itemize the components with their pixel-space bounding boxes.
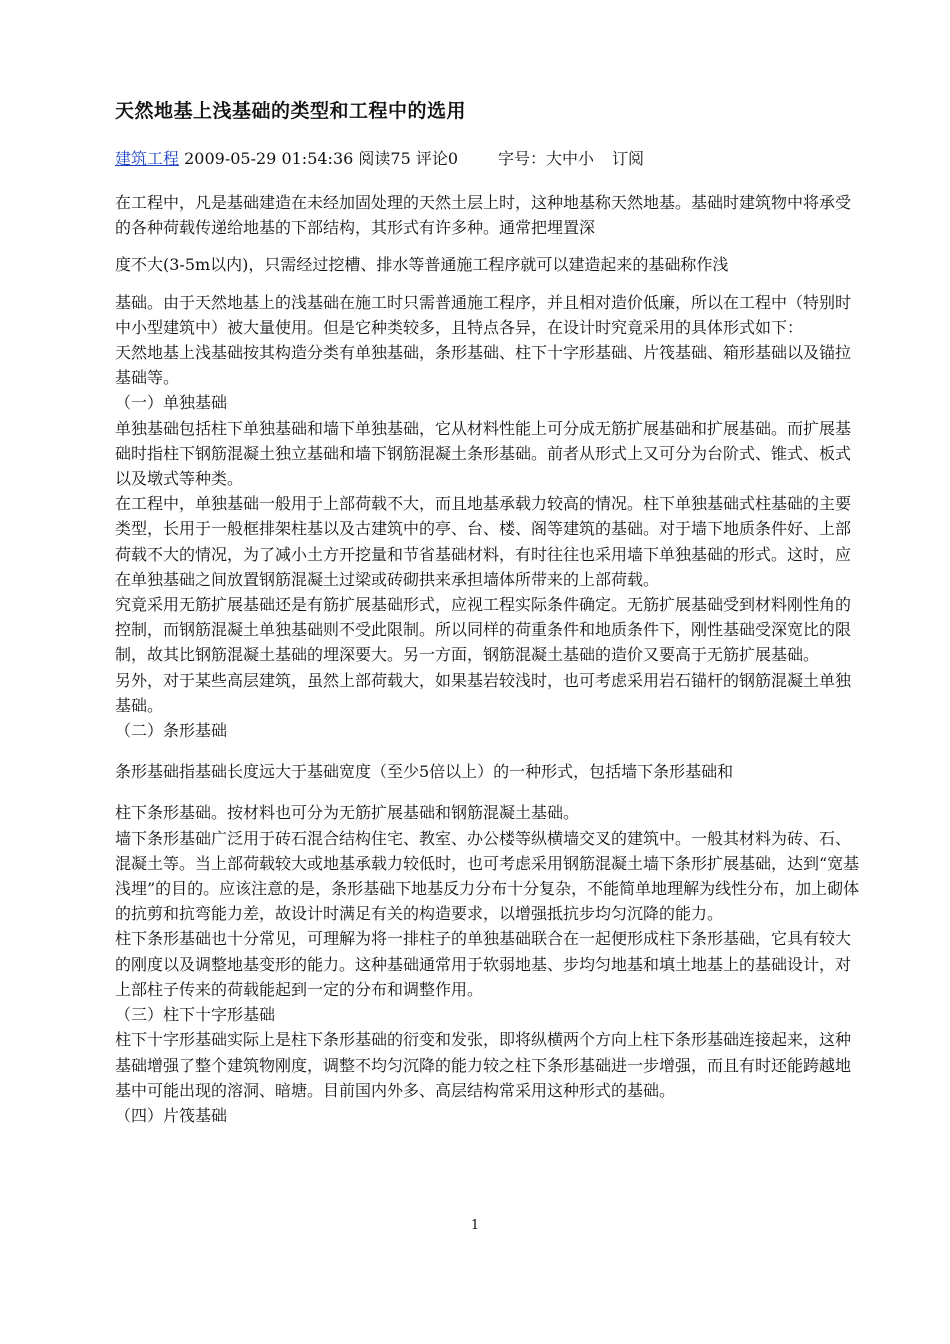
paragraph: 天然地基上浅基础按其构造分类有单独基础，条形基础、柱下十字形基础、片筏基础、箱形基础以及锚拉基础等。 xyxy=(115,343,852,388)
section-heading: （二）条形基础 xyxy=(115,721,228,741)
article-body xyxy=(115,190,860,1128)
paragraph: 在工程中，凡是基础建造在未经加固处理的天然土层上时，这种地基称天然地基。基础时建筑物中将承受的各种荷载传递给地基的下部结构，其形式有许多种。通常把埋置深 xyxy=(115,193,852,238)
subscribe-link[interactable]: 订阅 xyxy=(612,149,645,168)
paragraph: 在工程中，单独基础一般用于上部荷载不大，而且地基承载力较高的情况。柱下单独基础式柱基础的主要类型，长用于一般框排架柱基以及古建筑中的亭、台、楼、阁等建筑的基础。对于墙下地质条件好、上部荷载不大的情况，为了减小土方开挖量和节省基础材料，有时往往也采用墙下单独基础的形式。这时，应在单独基础之间放置钢筋混凝土过梁或砖砌拱来承担墙体所带来的上部荷载。 xyxy=(115,494,852,589)
article-meta xyxy=(115,146,644,169)
section-heading: （三）柱下十字形基础 xyxy=(115,1005,276,1025)
font-size-label[interactable]: 字号：大中小 xyxy=(498,149,595,168)
paragraph: 单独基础包括柱下单独基础和墙下单独基础，它从材料性能上可分成无筋扩展基础和扩展基础。而扩展基础时指柱下钢筋混凝土独立基础和墙下钢筋混凝土条形基础。前者从形式上又可分为台阶式、锥式、板式以及墩式等种类。 xyxy=(115,418,852,489)
paragraph: 墙下条形基础广泛用于砖石混合结构住宅、教室、办公楼等纵横墙交叉的建筑中。一般其材料为砖、石、混凝土等。当上部荷载较大或地基承载力较低时，也可考虑采用钢筋混凝土墙下条形扩展基础，达到“宽基浅埋”的目的。应该注意的是，条形基础下地基反力分布十分复杂，不能简单地理解为线性分布，加上砌体的抗剪和抗弯能力差，故设计时满足有关的构造要求，以增强抵抗步均匀沉降的能力。 xyxy=(115,828,860,924)
paragraph: 基础。由于天然地基上的浅基础在施工时只需普通施工程序，并且相对造价低廉，所以在工程中（特别时中小型建筑中）被大量使用。但是它种类较多，且特点各异，在设计时究竟采用的具体形式如下： xyxy=(115,292,852,337)
page-number: 1 xyxy=(470,1218,480,1233)
paragraph: 度不大(3-5m以内)，只需经过挖槽、排水等普通施工程序就可以建造起来的基础称作浅 xyxy=(115,255,729,275)
paragraph: 另外，对于某些高层建筑，虽然上部荷载大，如果基岩较浅时，也可考虑采用岩石锚杆的钢筋混凝土单独基础。 xyxy=(115,670,852,715)
paragraph: 柱下条形基础也十分常见，可理解为将一排柱子的单独基础联合在一起便形成柱下条形基础，它具有较大的刚度以及调整地基变形的能力。这种基础通常用于软弱地基、步均匀地基和填土地基上的基础设计，对上部柱子传来的荷载能起到一定的分布和调整作用。 xyxy=(115,929,852,999)
paragraph: 条形基础指基础长度远大于基础宽度（至少5倍以上）的一种形式，包括墙下条形基础和 xyxy=(115,762,734,782)
category-link[interactable]: 建筑工程 xyxy=(115,149,180,168)
post-info: 2009-05-29 01:54:36 阅读75 评论0 xyxy=(179,149,459,168)
paragraph: 究竟采用无筋扩展基础还是有筋扩展基础形式，应视工程实际条件确定。无筋扩展基础受到材料刚性角的控制，而钢筋混凝土单独基础则不受此限制。所以同样的荷重条件和地质条件下，刚性基础受深宽比的限制，故其比钢筋混凝土基础的埋深要大。另一方面，钢筋混凝土基础的造价又要高于无筋扩展基础。 xyxy=(115,595,852,665)
article-title: 天然地基上浅基础的类型和工程中的选用 xyxy=(115,100,467,122)
paragraph: 柱下条形基础。按材料也可分为无筋扩展基础和钢筋混凝土基础。 xyxy=(115,803,580,823)
section-heading: （四）片筏基础 xyxy=(115,1105,228,1125)
section-heading: （一）单独基础 xyxy=(115,393,228,413)
paragraph: 柱下十字形基础实际上是柱下条形基础的衍变和发张，即将纵横两个方向上柱下条形基础连接起来，这种基础增强了整个建筑物刚度，调整不均匀沉降的能力较之柱下条形基础进一步增强，而且有时还能跨越地基中可能出现的溶洞、暗塘。目前国内外多、高层结构常采用这种形式的基础。 xyxy=(115,1030,852,1100)
